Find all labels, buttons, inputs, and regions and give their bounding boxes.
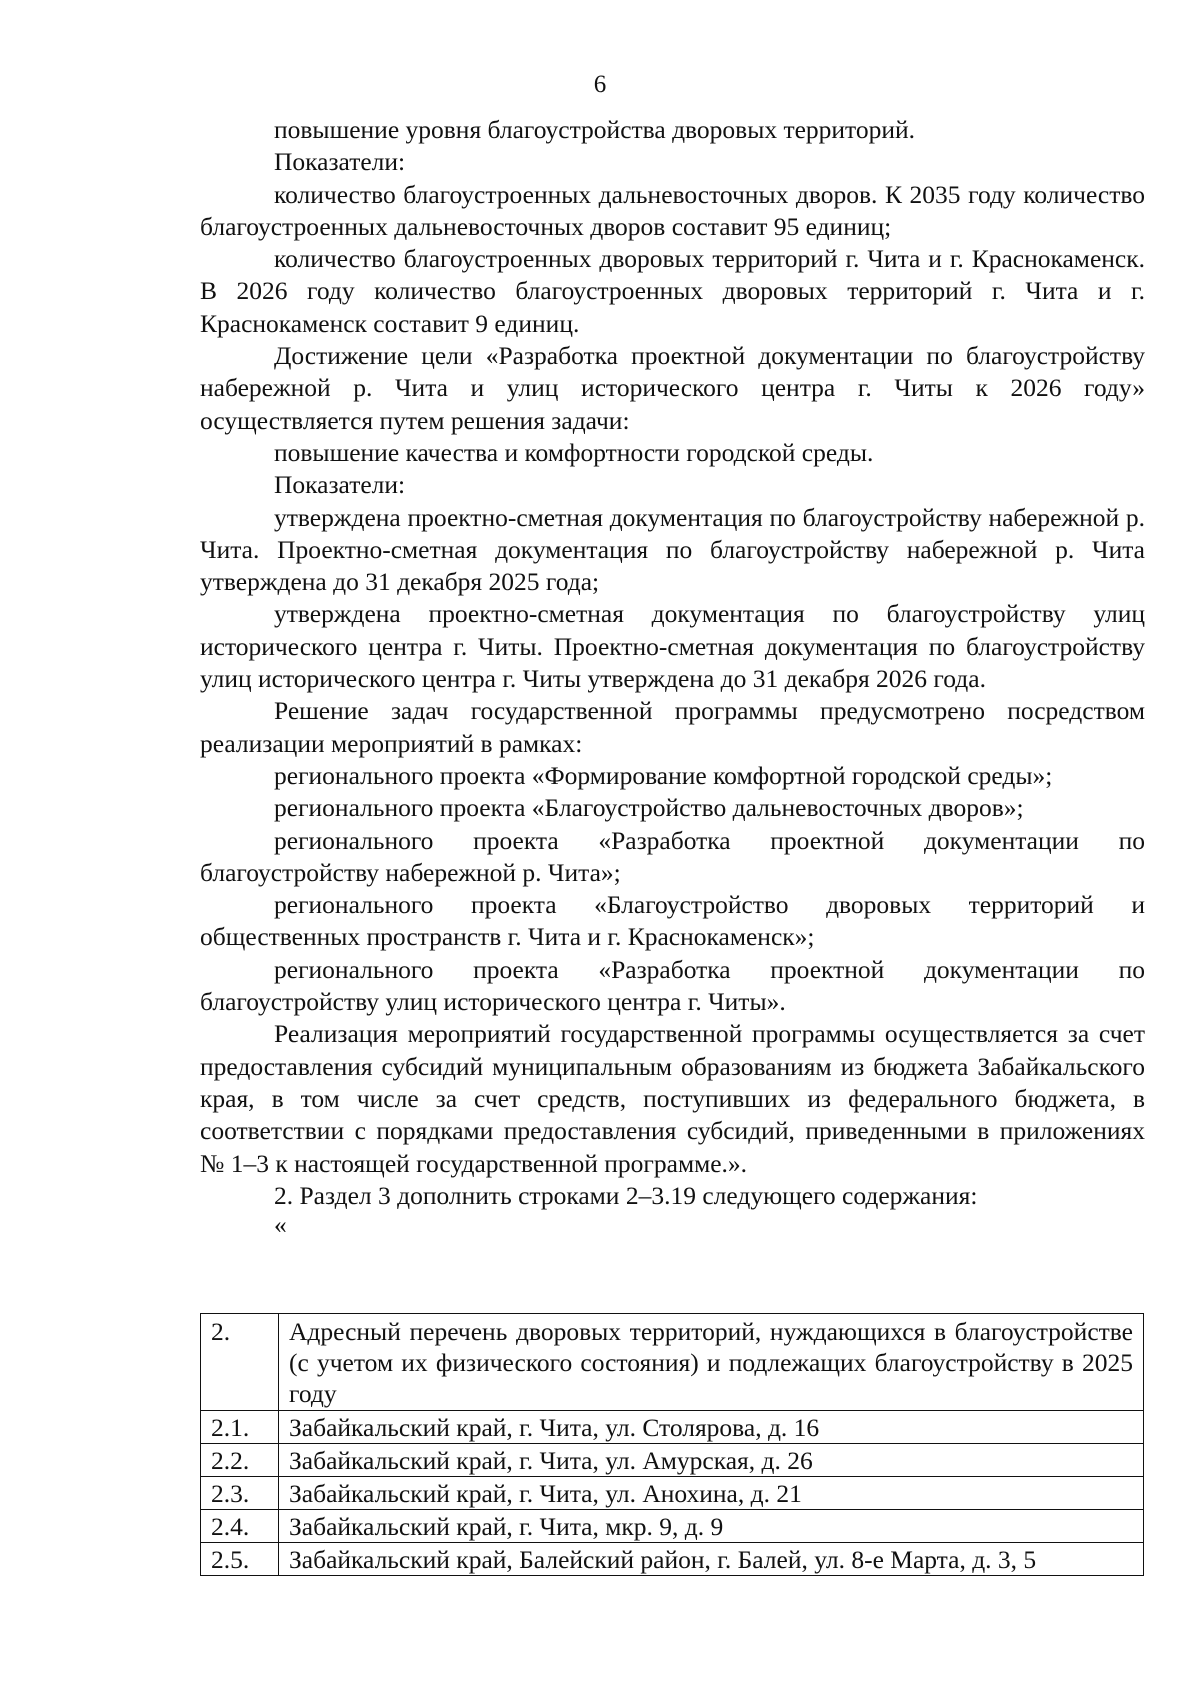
row-number: 2.3.: [201, 1477, 279, 1510]
paragraph: регионального проекта «Разработка проектной документации по благоустройству набережной р. Чита»;: [200, 825, 1145, 887]
paragraph: повышение качества и комфортности городской среды.: [274, 437, 874, 467]
row-number: 2.4.: [201, 1510, 279, 1543]
paragraph: Показатели:: [274, 147, 406, 177]
table-row: [201, 1444, 1144, 1477]
paragraph: утверждена проектно-сметная документация по благоустройству набережной р. Чита. Проектно-сметная документация по благоустройству набережной р. Чита утверждена до 31 декабря 2025 года;: [200, 502, 1145, 597]
row-text: Забайкальский край, г. Чита, ул. Анохина, д. 21: [279, 1477, 1144, 1510]
paragraph: регионального проекта «Разработка проектной документации по благоустройству улиц исторического центра г. Читы».: [200, 954, 1145, 1017]
row-number: 2.2.: [201, 1444, 279, 1477]
page-number: 6: [593, 71, 607, 98]
table-row: [201, 1510, 1144, 1543]
paragraph: регионального проекта «Формирование комфортной городской среды»;: [274, 760, 1053, 790]
row-text: Забайкальский край, г. Чита, мкр. 9, д. 9: [279, 1510, 1144, 1543]
paragraph: повышение уровня благоустройства дворовых территорий.: [274, 115, 916, 144]
row-number: 2.1.: [201, 1411, 279, 1444]
address-table: [200, 1313, 1144, 1576]
table-header-row: [201, 1314, 1144, 1411]
row-number: 2.: [201, 1314, 279, 1411]
row-text: Адресный перечень дворовых территорий, нуждающихся в благоустройстве (с учетом их физического состояния) и подлежащих благоустройству в 2025 году: [279, 1314, 1144, 1411]
paragraph: утверждена проектно-сметная документация по благоустройству улиц исторического центра г. Читы. Проектно-сметная документация по благоустройству улиц исторического центра г. Читы утверждена до 31 декабря 2026 года.: [200, 599, 1145, 694]
paragraph: Решение задач государственной программы предусмотрено посредством реализации мероприятий в рамках:: [200, 696, 1145, 758]
row-text: Забайкальский край, Балейский район, г. Балей, ул. 8-е Марта, д. 3, 5: [279, 1543, 1144, 1576]
paragraph: Достижение цели «Разработка проектной документации по благоустройству набережной р. Чита и улиц исторического центра г. Читы к 2026 году» осуществляется путем решения задачи:: [200, 341, 1145, 435]
row-number: 2.5.: [201, 1543, 279, 1576]
table-row: [201, 1543, 1144, 1576]
paragraph: Показатели:: [274, 470, 406, 500]
paragraph: 2. Раздел 3 дополнить строками 2–3.19 следующего содержания:: [274, 1180, 978, 1210]
row-text: Забайкальский край, г. Чита, ул. Столярова, д. 16: [279, 1411, 1144, 1444]
row-text: Забайкальский край, г. Чита, ул. Амурская, д. 26: [279, 1444, 1144, 1477]
table-row: [201, 1477, 1144, 1510]
paragraph: регионального проекта «Благоустройство дворовых территорий и общественных пространств г. Чита и г. Краснокаменск»;: [200, 890, 1145, 952]
paragraph: Реализация мероприятий государственной программы осуществляется за счет предоставления субсидий муниципальным образованиям из бюджета Забайкальского края, в том числе за счет средств, поступивших из федерального бюджета, в соответствии с порядками предоставления субсидий, приведенными в приложениях № 1–3 к настоящей государственной программе.».: [200, 1019, 1145, 1178]
opening-quote: «: [274, 1210, 287, 1240]
body-text: [200, 114, 1145, 1238]
table-row: [201, 1411, 1144, 1444]
paragraph: регионального проекта «Благоустройство дальневосточных дворов»;: [274, 793, 1024, 823]
paragraph: количество благоустроенных дальневосточных дворов. К 2035 году количество благоустроенных дальневосточных дворов составит 95 единиц;: [200, 179, 1145, 241]
paragraph: количество благоустроенных дворовых территорий г. Чита и г. Краснокаменск. В 2026 году количество благоустроенных дворовых территорий г. Чита и г. Краснокаменск составит 9 единиц.: [200, 244, 1145, 338]
